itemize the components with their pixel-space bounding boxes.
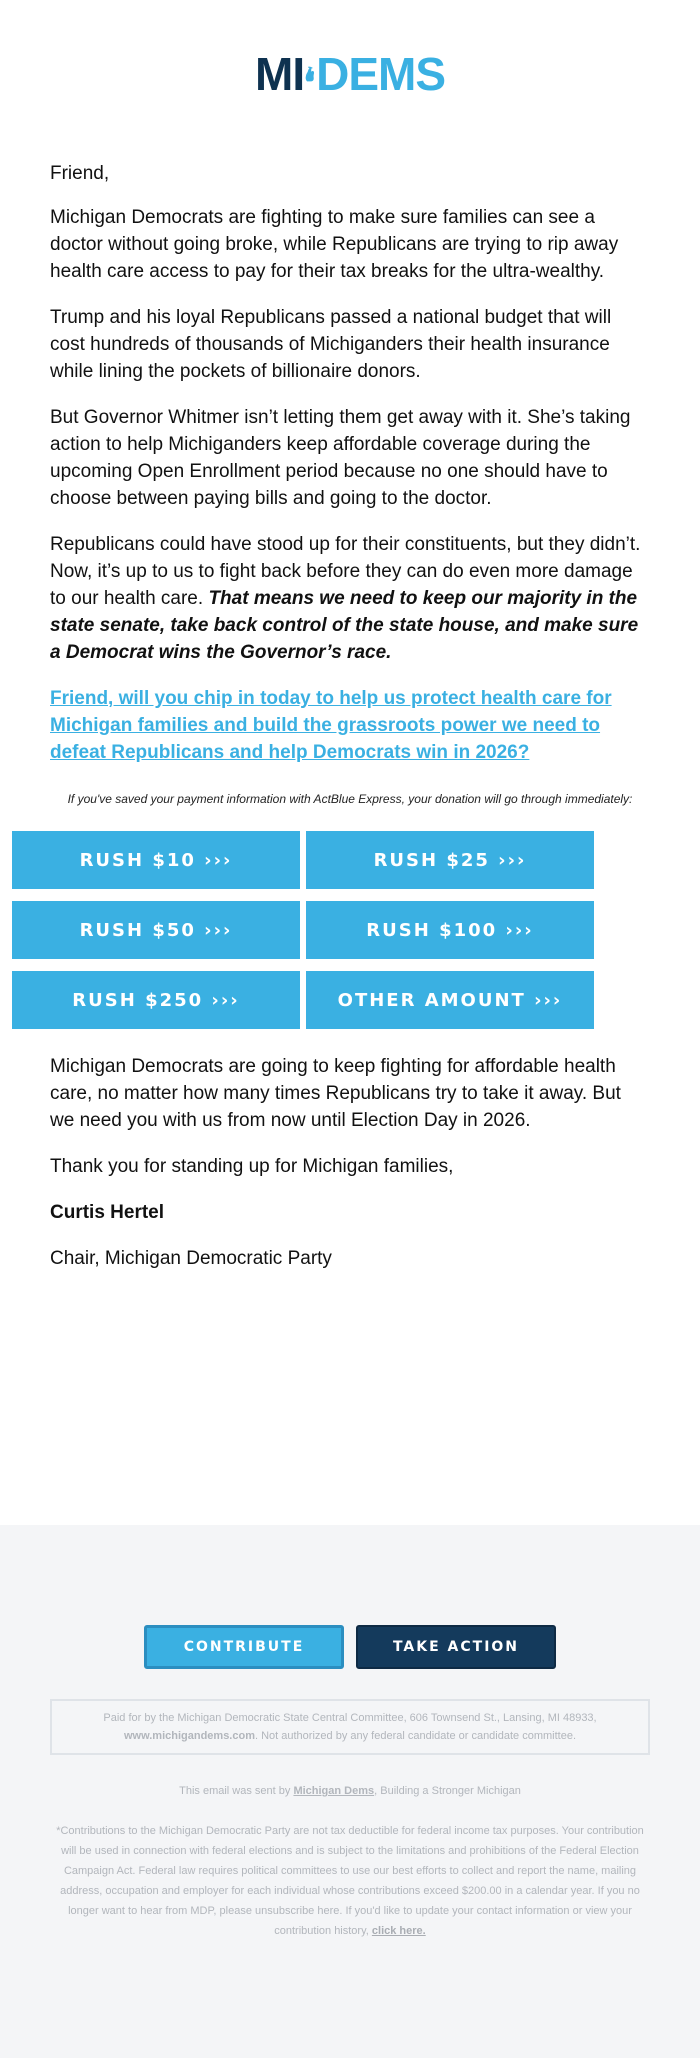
rush-100-button[interactable]: RUSH $100 ››› xyxy=(306,901,594,959)
email-footer xyxy=(0,1525,700,2058)
sent-by-prefix: This email was sent by xyxy=(179,1785,294,1797)
michigan-dems-logo[interactable] xyxy=(255,48,445,100)
rush-250-button[interactable]: RUSH $250 ››› xyxy=(12,971,300,1029)
paragraph-4 xyxy=(50,531,650,666)
paragraph-2: Trump and his loyal Republicans passed a national budget that will cost hundreds of thousands of Michiganders their health insurance while lining the pockets of billionaire donors. xyxy=(50,307,612,382)
paid-for-text: Paid for by the Michigan Democratic State Central Committee, 606 Townsend St., Lansing, MI 48933, xyxy=(103,1712,597,1724)
logo-dems-text: DEMS xyxy=(316,48,445,100)
click-here-link[interactable]: click here. xyxy=(371,1925,426,1937)
sent-by-line xyxy=(0,1785,700,1797)
actblue-express-note: If you've saved your payment information with ActBlue Express, your donation will go through immediately: xyxy=(67,792,633,806)
paragraph-3: But Governor Whitmer isn’t letting them get away with it. She’s taking action to help Michiganders keep affordable coverage during the upcoming Open Enrollment period because no one should have to choose between paying bills and going to the doctor. xyxy=(50,407,631,509)
email-content xyxy=(0,160,700,813)
rush-10-button[interactable]: RUSH $10 ››› xyxy=(12,831,300,889)
rush-25-button[interactable]: RUSH $25 ››› xyxy=(306,831,594,889)
contribute-button[interactable]: CONTRIBUTE xyxy=(144,1625,344,1669)
signer-name: Curtis Hertel xyxy=(50,1202,165,1223)
paragraph-4-text: Republicans could have stood up for their constituents, but they didn’t. Now, it’s up to us to fight back before they can do even more damage to our health care. xyxy=(50,534,641,609)
logo-mi-text: MI xyxy=(255,48,305,100)
rush-50-button[interactable]: RUSH $50 ››› xyxy=(12,901,300,959)
disclaimer-text: *Contributions to the Michigan Democratic Party are not tax deductible for federal income tax purposes. Your contribution will be used in connection with federal elections and is subject to the limitations and prohibitions of the Federal Election Campaign Act. Federal law requires political committees to use our best efforts to collect and report the name, mailing address, occupation and employer for each individual whose contributions exceed $200.00 in a calendar year. If you no longer want to hear from MDP, please unsubscribe here. If you'd like to update your contact information or view your contribution history, xyxy=(56,1825,644,1937)
email-content-closing xyxy=(0,1053,700,1272)
signer-title: Chair, Michigan Democratic Party xyxy=(50,1248,332,1269)
paragraph-4-emphasis: That means we need to keep our majority in the state senate, take back control of the state house, and make sure a Democrat wins the Governor’s race. xyxy=(50,588,639,663)
michigan-mitten-icon xyxy=(305,52,315,96)
greeting: Friend, xyxy=(50,163,110,184)
other-amount-button[interactable]: OTHER AMOUNT ››› xyxy=(306,971,594,1029)
legal-disclaimer xyxy=(55,1821,645,1941)
paid-for-text-2: . Not authorized by any federal candidate or candidate committee. xyxy=(254,1730,577,1742)
closing-line: Thank you for standing up for Michigan families, xyxy=(50,1156,454,1177)
donate-button-grid xyxy=(0,831,700,1029)
michigan-dems-link[interactable]: Michigan Dems xyxy=(293,1785,375,1797)
website-link[interactable]: www.michigandems.com xyxy=(123,1730,255,1742)
sent-by-suffix: , Building a Stronger Michigan xyxy=(374,1785,521,1797)
email-header xyxy=(0,0,700,150)
paragraph-5: Michigan Democrats are going to keep fighting for affordable health care, no matter how many times Republicans try to take it away. But we need you with us from now until Election Day in 2026. xyxy=(50,1056,621,1131)
take-action-button[interactable]: TAKE ACTION xyxy=(356,1625,556,1669)
paragraph-1: Michigan Democrats are fighting to make sure families can see a doctor without going broke, while Republicans are trying to rip away health care access to pay for their tax breaks for the ultra-wealthy. xyxy=(50,207,619,282)
donate-cta-link[interactable]: Friend, will you chip in today to help us protect health care for Michigan families and build the grassroots power we need to defeat Republicans and help Democrats win in 2026? xyxy=(50,688,612,763)
footer-button-row xyxy=(0,1625,700,1669)
paid-for-box xyxy=(50,1699,650,1755)
